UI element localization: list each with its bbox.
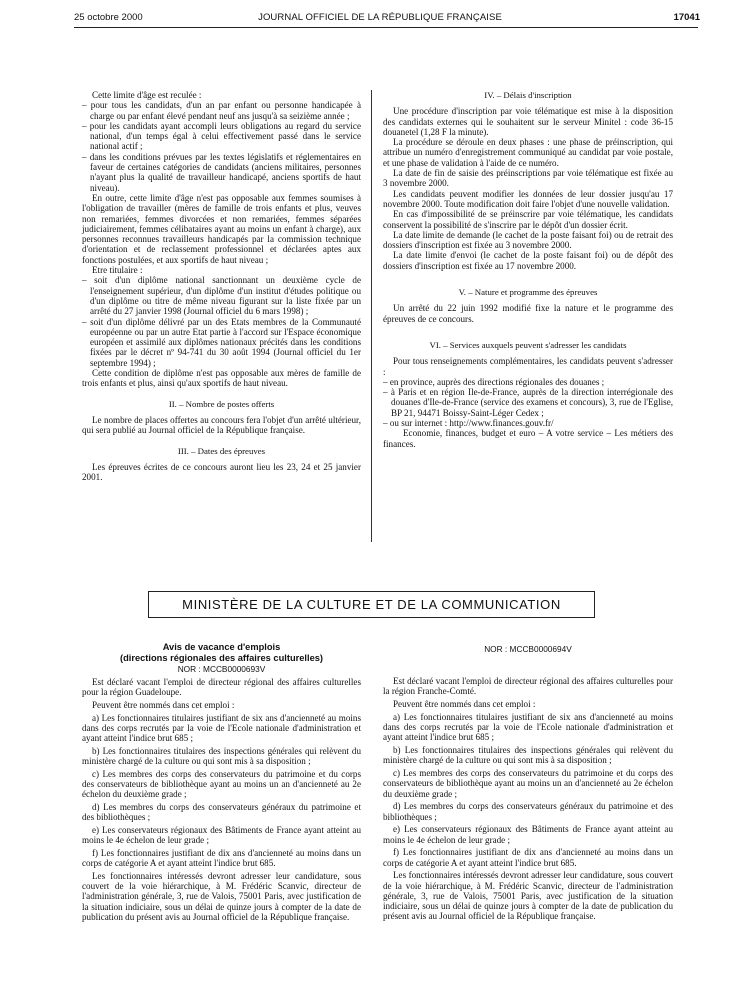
paragraph: d) Les membres du corps des conservateurs généraux du patrimoine et des bibliothèques ; xyxy=(383,801,673,822)
right-column-bottom xyxy=(383,644,673,924)
header-rule xyxy=(74,27,698,28)
paragraph: c) Les membres des corps des conservateurs du patrimoine et du corps des conservateurs de bibliothèque ayant au moins un an d'ancienneté au 2e échelon du deuxième grade ; xyxy=(383,768,673,799)
nor-reference: NOR : MCCB0000693V xyxy=(177,664,266,674)
paragraph: c) Les membres des corps des conservateurs du patrimoine et du corps des conservateurs de bibliothèque ayant au moins un an d'ancienneté au 2e échelon du deuxième grade ; xyxy=(82,768,361,800)
paragraph: f) Les fonctionnaires justifiant de dix ans d'ancienneté au moins dans un corps de catégorie A et ayant atteint l'indice brut 685. xyxy=(383,847,673,868)
right-column-top xyxy=(383,90,673,449)
paragraph: La procédure se déroule en deux phases : une phase de préinscription, qui attribue un numéro d'enregistrement communiqué au candidat par voie postale, et une phase de validation à l'aide de ce numéro. xyxy=(383,137,673,168)
list-item: – à Paris et en région Ile-de-France, auprès de la direction interrégionale des douanes d'Ile-de-France (service des examens et concours), 3, rue de l'Eglise, BP 21, 94471 Boissy-Saint-Léger Cedex ; xyxy=(383,387,673,418)
ministry-heading xyxy=(148,591,595,618)
paragraph: Economie, finances, budget et euro – A votre service – Les métiers des finances. xyxy=(383,428,673,449)
list-item: – soit d'un diplôme national sanctionnant un deuxième cycle de l'enseignement supérieur, d'un diplôme d'un institut d'études politique ou d'un diplôme ou titre de même niveau figurant sur la liste fixée par un arrêté du 27 janvier 1998 (Journal officiel du 6 mars 1998) ; xyxy=(82,275,361,317)
nor-reference: NOR : MCCB0000694V xyxy=(484,644,572,654)
header-date: 25 octobre 2000 xyxy=(74,12,143,23)
paragraph: Les candidats peuvent modifier les données de leur dossier jusqu'au 17 novembre 2000. Toute modification doit faire l'objet d'une nouvelle validation. xyxy=(383,188,673,209)
paragraph: Pour tous renseignements complémentaires, les candidats peuvent s'adresser : xyxy=(383,356,673,377)
list-item: – pour tous les candidats, d'un an par enfant ou personne handicapée à charge ou par enfant élevé pendant neuf ans jusqu'à sa seizième année ; xyxy=(82,100,361,121)
paragraph: Un arrêté du 22 juin 1992 modifié fixe la nature et le programme des épreuves de ce concours. xyxy=(383,303,673,324)
paragraph: e) Les conservateurs régionaux des Bâtiments de France ayant atteint au moins le 4e échelon de leur grade ; xyxy=(82,825,361,846)
section-heading: VI. – Services auxquels peuvent s'adresser les candidats xyxy=(429,339,627,350)
paragraph: La date de fin de saisie des préinscriptions par voie télématique est fixée au 3 novembre 2000. xyxy=(383,168,673,189)
paragraph: Est déclaré vacant l'emploi de directeur régional des affaires culturelles pour la région Guadeloupe. xyxy=(82,676,361,697)
paragraph: d) Les membres du corps des conservateurs généraux du patrimoine et des bibliothèques ; xyxy=(82,802,361,823)
list-item: – en province, auprès des directions régionales des douanes ; xyxy=(383,376,605,387)
list-item: – pour les candidats ayant accompli leurs obligations au regard du service national, d'un temps égal à celui effectivement passé dans le service national actif ; xyxy=(82,120,361,152)
paragraph: Peuvent être nommés dans cet emploi : xyxy=(92,699,235,710)
paragraph: En cas d'impossibilité de se préinscrire par voie télématique, les candidats conservent la possibilité de s'inscrire par le dépôt d'un dossier écrit. xyxy=(383,209,673,230)
paragraph: b) Les fonctionnaires titulaires des inspections générales qui relèvent du ministère chargé de la culture ou qui sont mis à sa disposition ; xyxy=(383,745,673,766)
paragraph: Les fonctionnaires intéressés devront adresser leur candidature, sous couvert de la voie hiérarchique, à M. Frédéric Scanvic, directeur de l'administration générale, 3, rue de Valois, 75001 Paris, avec justification de la situation indiciaire, sous un délai de quinze jours à compter de la date de publication du présent avis au Journal officiel de la République française. xyxy=(383,870,673,922)
paragraph: Etre titulaire : xyxy=(92,265,143,276)
paragraph: Les fonctionnaires intéressés devront adresser leur candidature, sous couvert de la voie hiérarchique, à M. Frédéric Scanvic, directeur de l'administration générale, 3, rue de Valois, 75001 Paris, avec justification de la situation indiciaire, sous un délai de quinze jours à compter de la date de publication du présent avis au Journal officiel de la République française. xyxy=(82,871,361,922)
header-journal-title: JOURNAL OFFICIEL DE LA RÉPUBLIQUE FRANÇAISE xyxy=(258,12,502,23)
section-heading: IV. – Délais d'inscription xyxy=(484,90,572,100)
header-page-number: 17041 xyxy=(673,12,700,23)
section-heading: V. – Nature et programme des épreuves xyxy=(458,287,598,298)
paragraph: b) Les fonctionnaires titulaires des inspections générales qui relèvent du ministère chargé de la culture ou qui sont mis à sa disposition ; xyxy=(82,745,361,766)
list-item: – dans les conditions prévues par les textes législatifs et réglementaires en faveur de certaines catégories de candidats (anciens militaires, personnes n'ayant plus la qualité de travailleur handicapé, anciens sportifs de haut niveau). xyxy=(82,151,361,193)
notice-subtitle: (directions régionales des affaires culturelles) xyxy=(119,653,324,663)
paragraph: Une procédure d'inscription par voie télématique est mise à la disposition des candidats externes qui le souhaitent sur le serveur Minitel : code 36-15 douanetel (1,28 F la minute). xyxy=(383,106,673,137)
paragraph: Les épreuves écrites de ce concours auront lieu les 23, 24 et 25 janvier 2001. xyxy=(82,461,361,483)
page-header xyxy=(60,12,700,26)
paragraph: Est déclaré vacant l'emploi de directeur régional des affaires culturelles pour la région Franche-Comté. xyxy=(383,676,673,697)
paragraph: Le nombre de places offertes au concours fera l'objet d'un arrêté ultérieur, qui sera publié au Journal officiel de la République française. xyxy=(82,414,361,436)
paragraph: Peuvent être nommés dans cet emploi : xyxy=(393,699,536,710)
left-column-top xyxy=(82,90,361,482)
paragraph: e) Les conservateurs régionaux des Bâtiments de France ayant atteint au moins le 4e échelon de leur grade ; xyxy=(383,824,673,845)
list-item: – ou sur internet : http://www.finances.gouv.fr/ xyxy=(383,418,554,429)
ministry-title: MINISTÈRE DE LA CULTURE ET DE LA COMMUNICATION xyxy=(182,597,561,612)
column-divider xyxy=(371,90,372,542)
left-column-bottom xyxy=(82,642,361,925)
section-heading: II. – Nombre de postes offerts xyxy=(168,398,275,409)
paragraph: En outre, cette limite d'âge n'est pas opposable aux femmes soumises à l'obligation de travailler (mères de famille de trois enfants et plus, veuves non remariées, femmes divorcées et non remariées, femmes séparées judiciairement, femmes célibataires ayant au moins un enfant à charge), aux personnes reconnues travailleurs handicapés par la commission technique d'orientation et de reclassement professionnel et déclarées aptes aux fonctions postulées, et aux sportifs de haut niveau ; xyxy=(82,192,361,265)
paragraph: f) Les fonctionnaires justifiant de dix ans d'ancienneté au moins dans un corps de catégorie A et ayant atteint l'indice brut 685. xyxy=(82,848,361,869)
section-heading: III. – Dates des épreuves xyxy=(177,445,266,456)
paragraph: a) Les fonctionnaires titulaires justifiant de six ans d'ancienneté au moins dans des corps recrutés par la voie de l'Ecole nationale d'administration et ayant atteint l'indice brut 685 ; xyxy=(383,712,673,743)
notice-title: Avis de vacance d'emplois xyxy=(162,642,281,652)
paragraph: a) Les fonctionnaires titulaires justifiant de six ans d'ancienneté au moins dans des corps recrutés par la voie de l'Ecole nationale d'administration et ayant atteint l'indice brut 685 ; xyxy=(82,712,361,743)
list-item: – soit d'un diplôme délivré par un des Etats membres de la Communauté européenne ou par un autre Etat partie à l'accord sur l'Espace économique européen et assimilé aux diplômes nationaux précités dans les conditions fixées par le décret nº 94-741 du 30 août 1994 (Journal officiel du 1er septembre 1994) ; xyxy=(82,316,361,368)
paragraph: La date limite de demande (le cachet de la poste faisant foi) ou de retrait des dossiers d'inscription est fixée au 3 novembre 2000. xyxy=(383,229,673,251)
paragraph: La date limite d'envoi (le cachet de la poste faisant foi) ou de dépôt des dossiers d'inscription est fixée au 17 novembre 2000. xyxy=(383,250,673,271)
paragraph: Cette condition de diplôme n'est pas opposable aux mères de famille de trois enfants et plus, ainsi qu'aux sportifs de haut niveau. xyxy=(82,368,361,389)
paragraph: Cette limite d'âge est reculée : xyxy=(92,90,202,100)
